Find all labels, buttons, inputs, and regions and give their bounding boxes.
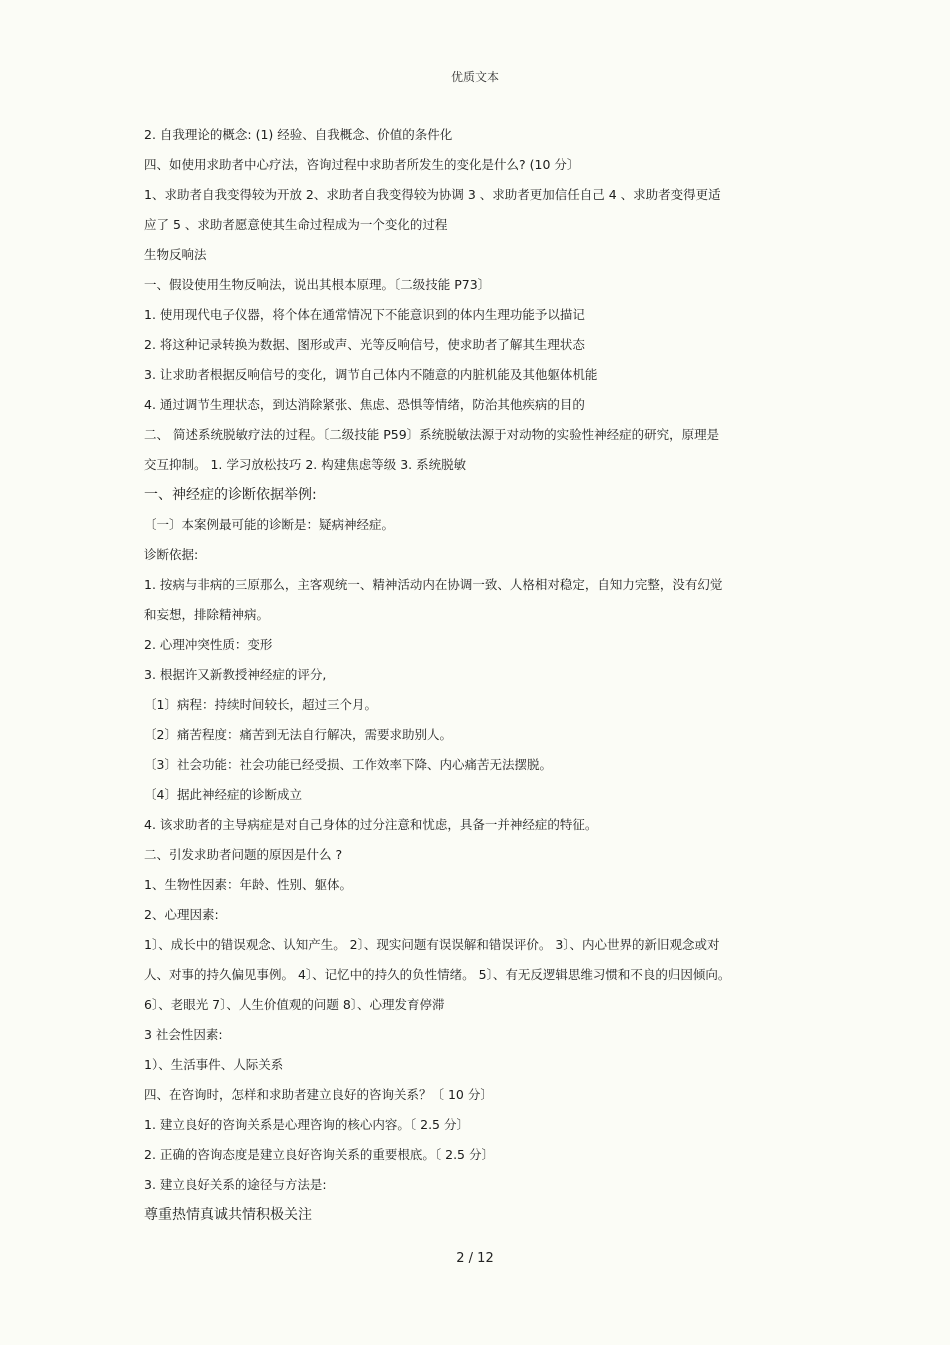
text-line: 6〕、老眼光 7〕、人生价值观的问题 8〕、心理发育停滞: [144, 997, 445, 1012]
text-line: 一、假设使用生物反响法，说出其根本原理。〔二级技能 P73〕: [144, 277, 491, 292]
text-line: 〔2〕痛苦程度：痛苦到无法自行解决，需要求助别人。: [144, 727, 452, 742]
text-line: 应了 5 、求助者愿意使其生命过程成为一个变化的过程: [144, 217, 448, 232]
text-line: 1、求助者自我变得较为开放 2、求助者自我变得较为协调 3 、求助者更加信任自己 4 、求助者变得更适: [144, 187, 721, 202]
text-line: 〔一〕本案例最可能的诊断是：疑病神经症。: [144, 517, 395, 532]
text-line: 〔1〕病程：持续时间较长，超过三个月。: [144, 697, 377, 712]
text-line: 生物反响法: [144, 247, 207, 262]
text-line: 2. 正确的咨询态度是建立良好咨询关系的重要根底。〔 2.5 分〕: [144, 1147, 494, 1162]
text-line: 3 社会性因素:: [144, 1027, 223, 1042]
text-line: 2. 心理冲突性质：变形: [144, 637, 273, 652]
text-line: 〔3〕社会功能：社会功能已经受损、工作效率下降、内心痛苦无法摆脱。: [144, 757, 552, 772]
page-number: 2 / 12: [456, 1251, 494, 1266]
text-line: 和妄想，排除精神病。: [144, 607, 270, 622]
page-header: 优质文本: [450, 70, 499, 84]
text-line: 1〕、成长中的错误观念、认知产生。 2〕、现实问题有误误解和错误评价。 3〕、内心世界的新旧观念或对: [144, 937, 720, 952]
text-line: 4. 通过调节生理状态，到达消除紧张、焦虑、恐惧等情绪，防治其他疾病的目的: [144, 397, 585, 412]
text-line: 2. 将这种记录转换为数据、图形或声、光等反响信号，使求助者了解其生理状态: [144, 337, 585, 352]
text-line: 1、生物性因素：年龄、性别、躯体。: [144, 877, 352, 892]
text-line: 3. 让求助者根据反响信号的变化，调节自己体内不随意的内脏机能及其他躯体机能: [144, 367, 598, 382]
text-line: 人、对事的持久偏见事例。 4〕、记忆中的持久的负性情绪。 5〕、有无反逻辑思维习惯和不良的归因倾向。: [144, 967, 731, 982]
text-line: 交互抑制。 1. 学习放松技巧 2. 构建焦虑等级 3. 系统脱敏: [144, 457, 467, 472]
text-line: 诊断依据:: [144, 547, 199, 562]
text-line: 一、神经症的诊断依据举例:: [144, 487, 317, 503]
text-line: 4. 该求助者的主导病症是对自己身体的过分注意和忧虑，具备一并神经症的特征。: [144, 817, 598, 832]
text-line: 1）、生活事件、人际关系: [144, 1057, 284, 1072]
text-line: 1. 使用现代电子仪器，将个体在通常情况下不能意识到的体内生理功能予以描记: [144, 307, 585, 322]
text-line: 二、引发求助者问题的原因是什么 ?: [144, 847, 343, 862]
text-line: 四、如使用求助者中心疗法，咨询过程中求助者所发生的变化是什么? (10 分〕: [144, 157, 580, 172]
text-line: 二、 简述系统脱敏疗法的过程。〔二级技能 P59〕系统脱敏法源于对动物的实验性神经症的研究，原理是: [144, 427, 720, 442]
text-line: 3. 建立良好关系的途径与方法是:: [144, 1177, 327, 1192]
text-line: 尊重热情真诚共情积极关注: [144, 1207, 312, 1223]
text-line: 3. 根据许又新教授神经症的评分,: [144, 667, 327, 682]
document-body: [144, 125, 804, 1235]
text-line: 1. 建立良好的咨询关系是心理咨询的核心内容。〔 2.5 分〕: [144, 1117, 469, 1132]
text-line: 四、在咨询时，怎样和求助者建立良好的咨询关系？〔 10 分〕: [144, 1087, 493, 1102]
text-line: 2. 自我理论的概念: (1) 经验、自我概念、价值的条件化: [144, 127, 453, 142]
text-line: 2、心理因素:: [144, 907, 219, 922]
text-line: 1. 按病与非病的三原那么，主客观统一、精神活动内在协调一致、人格相对稳定，自知力完整，没有幻觉: [144, 577, 723, 592]
text-line: 〔4〕据此神经症的诊断成立: [144, 787, 302, 802]
